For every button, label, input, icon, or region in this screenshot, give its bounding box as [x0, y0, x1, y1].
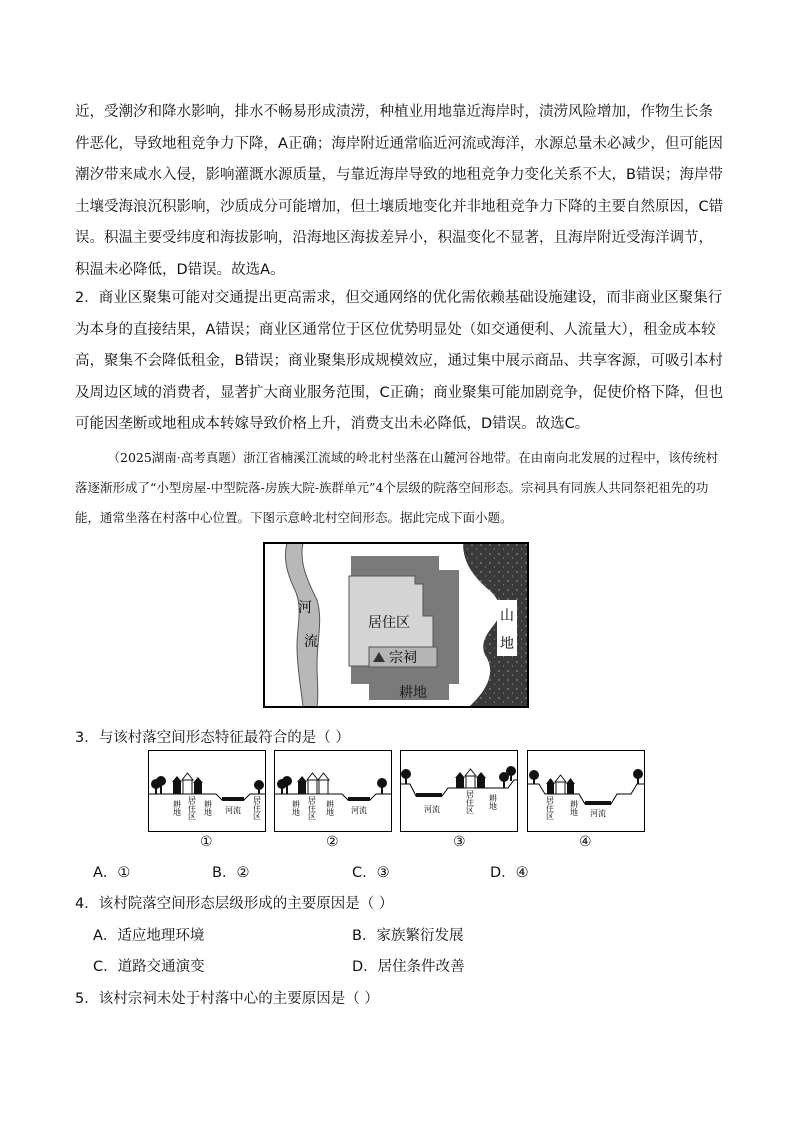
cross-section-2-number: ②	[326, 834, 339, 850]
cs4-label-1: 居住区	[545, 796, 555, 820]
mountain-label-2: 地	[500, 636, 514, 652]
cs3-label-3: 耕地	[488, 794, 498, 810]
village-map	[263, 542, 529, 708]
cs4-label-2: 耕地	[569, 800, 579, 816]
cs3-label-1: 河流	[424, 805, 440, 814]
question-5-stem: 5．该村宗祠未处于村落中心的主要原因是（ ）	[75, 991, 379, 1007]
cross-section-2	[274, 750, 392, 832]
residential-label: 居住区	[368, 615, 410, 631]
q4-option-a[interactable]: A．适应地理环境	[93, 928, 205, 944]
question-3-stem: 3．与该村落空间形态特征最符合的是（ ）	[75, 730, 350, 746]
cross-section-3	[400, 750, 518, 832]
q4-option-c[interactable]: C．道路交通演变	[93, 959, 205, 975]
cs3-label-2: 居住区	[465, 790, 475, 814]
q4-option-b[interactable]: B．家族繁衍发展	[352, 928, 464, 944]
cs2-label-4: 河流	[351, 806, 367, 815]
cs1-label-2: 居住区	[187, 796, 197, 820]
river-label-1: 河	[298, 600, 312, 616]
cross-section-4	[527, 750, 645, 832]
cs1-label-5: 居住区	[252, 796, 262, 820]
q3-option-c[interactable]: C．③	[352, 865, 390, 881]
temple-label: 宗祠	[389, 650, 417, 666]
cross-section-3-number: ③	[453, 834, 466, 850]
question-4-stem: 4．该村院落空间形态层级形成的主要原因是（ ）	[75, 896, 394, 912]
explanation-paragraph-2: 2．商业区聚集可能对交通提出更高需求，但交通网络的优化需依赖基础设施建设，而非商业区聚集行为本身的直接结果，A错误；商业区通常位于区位优势明显处（如交通便利、人流量大），租金成本较高，聚集不会降低租金，B错误；商业聚集形成规模效应，通过集中展示商品、共享客源，可吸引本村及周边区域的消费者，显著扩大商业服务范围，C正确；商业聚集可能加剧竞争，促使价格下降，但也可能因垄断或地租成本转嫁导致价格上升，消费支出未必降低，D错误。故选C。	[75, 290, 724, 432]
cs2-label-3: 耕地	[325, 800, 335, 816]
q3-option-a[interactable]: A．①	[93, 865, 131, 881]
cs1-label-1: 耕地	[172, 800, 182, 816]
cs2-label-1: 耕地	[291, 800, 301, 816]
river-label-2: 流	[304, 634, 318, 650]
cs2-label-2: 居住区	[307, 796, 317, 820]
question-intro: （2025湖南·高考真题）浙江省楠溪江流域的岭北村坐落在山麓河谷地带。在由南向北发展的过程中，该传统村落逐渐形成了“小型房屋-中型院落-房族大院-族群单元”4个层级的院落空间形态。宗祠具有同族人共同祭祀祖先的功能，通常坐落在村落中心位置。下图示意岭北村空间形态。据此完成下面小题。	[75, 450, 719, 525]
cs1-label-4: 河流	[225, 806, 241, 815]
cross-section-4-number: ④	[579, 834, 592, 850]
explanation-paragraph-1: 近，受潮汐和降水影响，排水不畅易形成渍涝，种植业用地靠近海岸时，渍涝风险增加，作物生长条件恶化，导致地租竞争力下降，A正确；海岸附近通常临近河流或海洋，水源总量未必减少，但可能因潮汐带来咸水入侵，影响灌溉水源质量，与靠近海岸导致的地租竞争力变化关系不大，B错误；海岸带土壤受海浪沉积影响，沙质成分可能增加，但土壤质地变化并非地租竞争力下降的主要自然原因，C错误。积温主要受纬度和海拔影响，沿海地区海拔差异小，积温变化不显著，且海岸附近受海洋调节，积温未必降低，D错误。故选A。	[75, 104, 724, 278]
farmland-label: 耕地	[399, 685, 427, 701]
q3-option-b[interactable]: B．②	[212, 865, 250, 881]
cs1-label-3: 耕地	[203, 800, 213, 816]
mountain-label-1: 山	[500, 608, 514, 624]
q4-option-d[interactable]: D．居住条件改善	[352, 959, 465, 975]
q3-option-d[interactable]: D．④	[490, 865, 529, 881]
cross-section-1	[148, 750, 266, 832]
cs4-label-3: 河流	[590, 809, 606, 818]
cross-section-1-number: ①	[200, 834, 213, 850]
